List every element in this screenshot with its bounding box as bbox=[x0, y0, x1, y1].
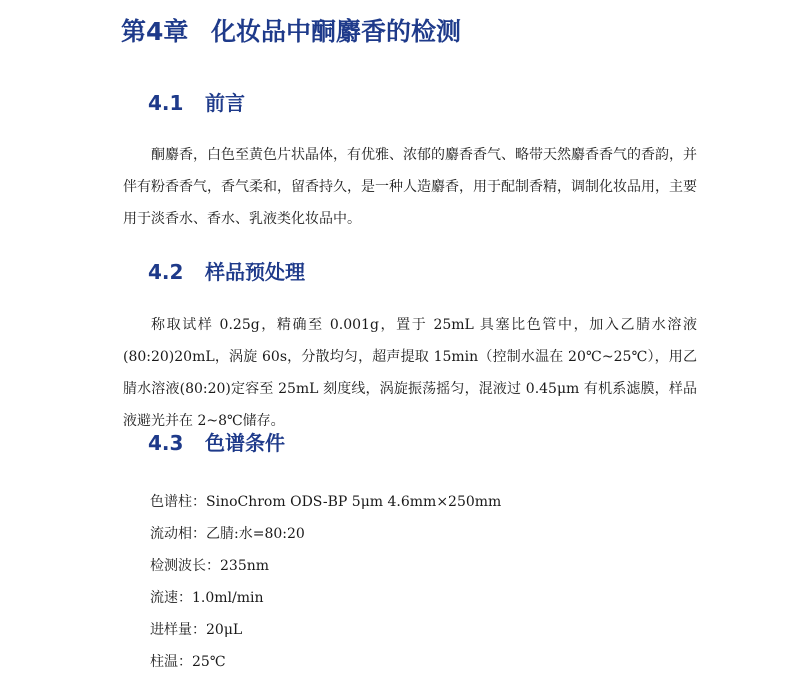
condition-injection-volume: 进样量：20μL bbox=[150, 622, 243, 638]
section-title: 样品预处理 bbox=[205, 260, 305, 284]
section-heading-4-2 bbox=[148, 258, 305, 286]
condition-flow-rate: 流速：1.0ml/min bbox=[150, 590, 264, 606]
chromatography-conditions-list bbox=[150, 486, 501, 678]
section-paragraph-sample-prep: 称取试样 0.25g，精确至 0.001g，置于 25mL 具塞比色管中，加入乙腈水溶液(80:20)20mL，涡旋 60s，分散均匀，超声提取 15min（控制水温在 20℃~25℃），用乙腈水溶液(80:20)定容至 25mL 刻度线，涡旋振荡摇匀，混液过 0.45μm 有机系滤膜，样品液避光并在 2~8℃储存。 bbox=[123, 317, 697, 429]
chapter-title-text: 化妆品中酮麝香的检测 bbox=[211, 17, 462, 46]
condition-mobile-phase: 流动相：乙腈:水=80:20 bbox=[150, 526, 305, 542]
section-number: 4.3 bbox=[148, 431, 184, 455]
condition-column-temperature: 柱温：25℃ bbox=[150, 654, 226, 670]
section-title: 色谱条件 bbox=[205, 431, 285, 455]
condition-column: 色谱柱：SinoChrom ODS-BP 5μm 4.6mm×250mm bbox=[150, 494, 502, 510]
chapter-number: 第4章 bbox=[121, 17, 189, 46]
chapter-title bbox=[121, 14, 461, 50]
section-number: 4.1 bbox=[148, 91, 184, 115]
section-heading-4-3 bbox=[148, 429, 285, 457]
section-paragraph-preface: 酮麝香，白色至黄色片状晶体，有优雅、浓郁的麝香香气、略带天然麝香香气的香韵，并伴有粉香香气，香气柔和，留香持久，是一种人造麝香，用于配制香精，调制化妆品用，主要用于淡香水、香水、乳液类化妆品中。 bbox=[123, 147, 697, 227]
section-heading-4-1 bbox=[148, 89, 245, 117]
section-title: 前言 bbox=[205, 91, 245, 115]
section-number: 4.2 bbox=[148, 260, 184, 284]
condition-detection-wavelength: 检测波长：235nm bbox=[150, 558, 270, 574]
